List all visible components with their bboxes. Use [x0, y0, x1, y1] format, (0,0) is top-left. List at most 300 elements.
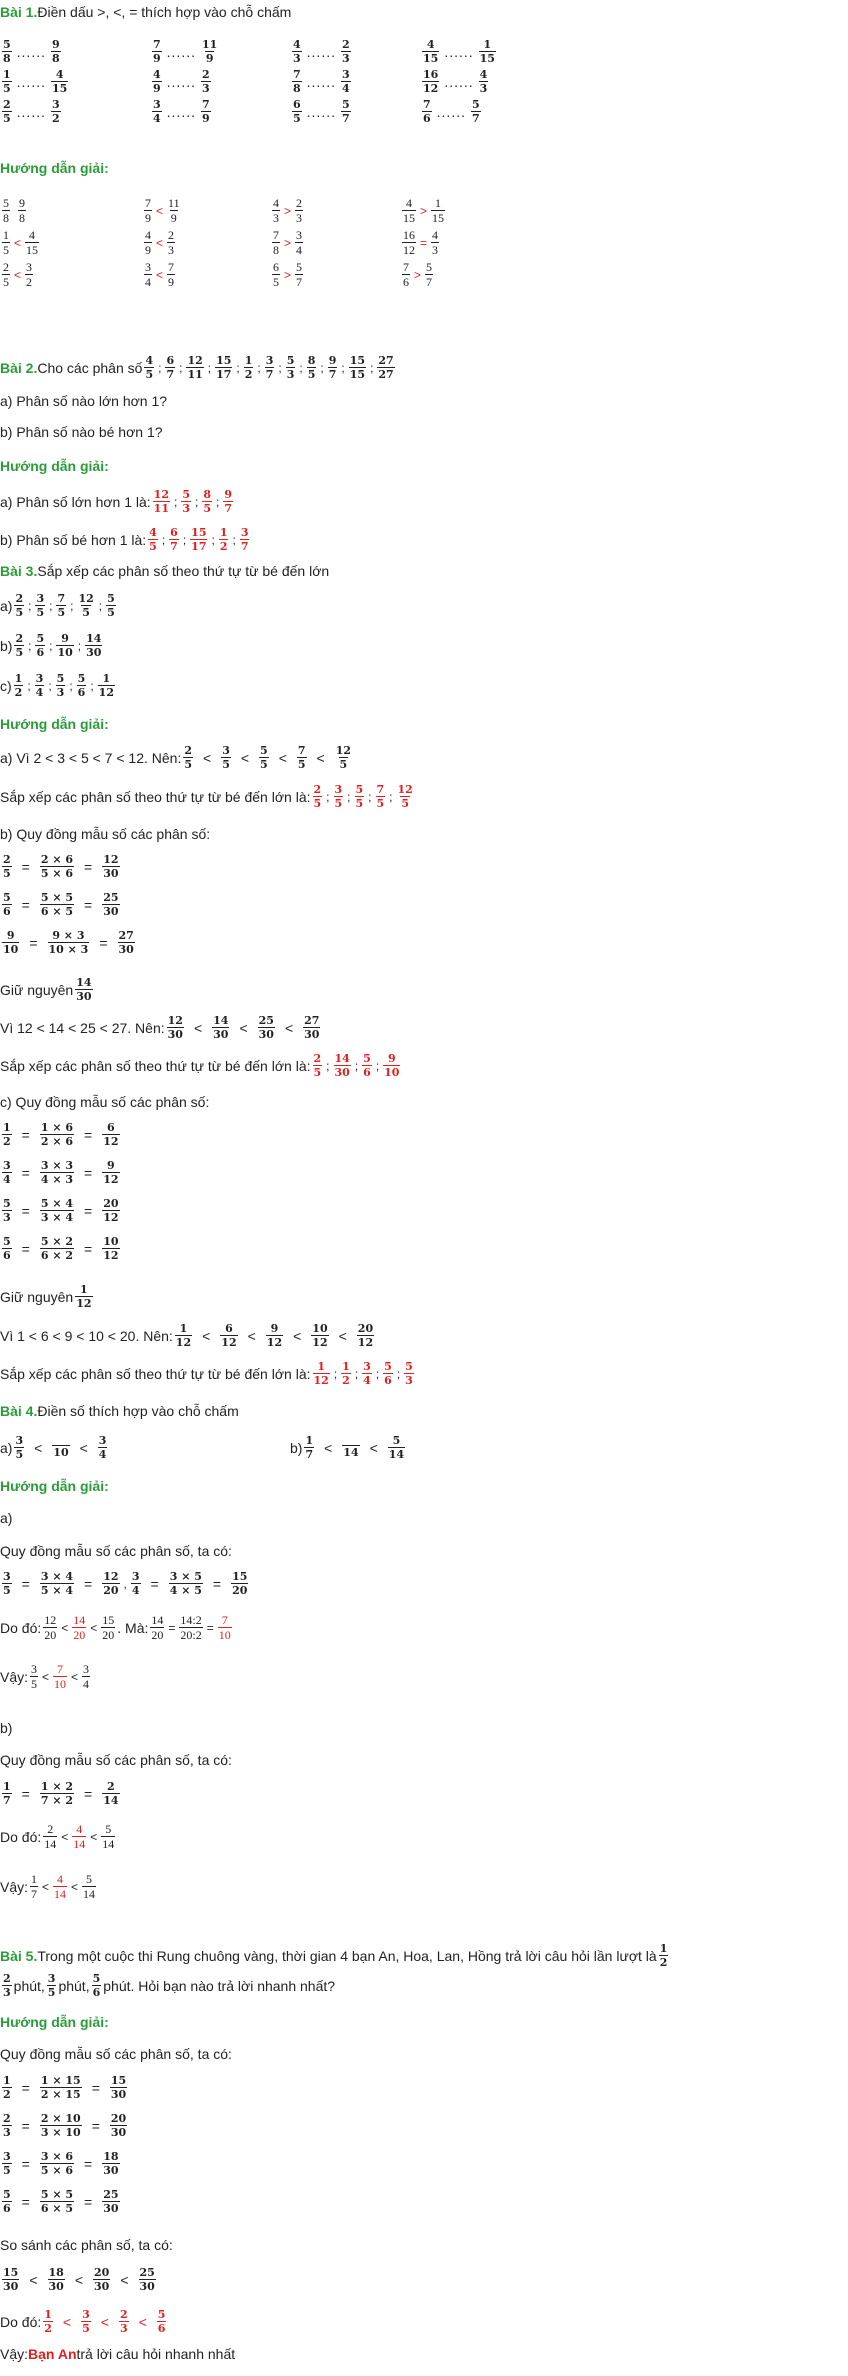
denominator: 14: [44, 1837, 57, 1851]
operator: =: [21, 858, 30, 875]
numerator: 7: [57, 1662, 64, 1676]
operator: <: [71, 1669, 79, 1684]
operator: <: [278, 749, 287, 766]
fraction: [190, 526, 207, 553]
conversion: [0, 1121, 122, 1148]
fraction: [2, 1159, 12, 1186]
denominator: 12: [403, 243, 415, 257]
numerator: 5: [157, 2308, 166, 2321]
fraction: [53, 1662, 67, 1691]
fraction: [265, 354, 275, 381]
denominator: 30: [118, 943, 134, 956]
text: Do đó:: [0, 1828, 42, 1845]
numerator: 8: [307, 354, 316, 367]
separator: ;: [27, 678, 31, 693]
numerator: 7: [273, 228, 279, 242]
denominator: 8: [293, 82, 301, 95]
fraction: [272, 196, 280, 225]
numerator: 9 × 3: [52, 929, 85, 942]
bai1-question: [290, 68, 353, 95]
denominator: 3: [3, 1211, 11, 1224]
bai3-qc: [0, 672, 117, 699]
fraction: [295, 260, 303, 289]
operator: <: [74, 2271, 83, 2288]
numerator: 1: [3, 68, 11, 81]
bai5-guide: [0, 2014, 109, 2030]
fraction: [422, 38, 439, 65]
separator: ;: [389, 789, 393, 804]
numerator: 5: [92, 1972, 101, 1985]
denominator: 7: [296, 275, 303, 289]
denominator: 4: [145, 275, 151, 289]
numerator: 3 × 3: [40, 1159, 74, 1172]
denominator: 9: [145, 243, 151, 257]
fraction: [258, 1014, 275, 1041]
fraction: [388, 1434, 405, 1461]
denominator: 10: [53, 1445, 69, 1459]
numerator: 1: [80, 1283, 88, 1296]
bai4-a-dodo: [0, 1613, 234, 1642]
fraction: [272, 228, 280, 257]
fraction: [231, 1570, 248, 1597]
denominator: 30: [3, 2280, 19, 2293]
fraction: [144, 196, 152, 225]
denominator: 5: [3, 867, 11, 880]
denominator: 5: [260, 758, 268, 771]
denominator: 17: [216, 368, 232, 381]
denominator: 7: [265, 368, 274, 381]
fraction: [362, 1052, 372, 1079]
denominator: 2: [14, 686, 23, 699]
numerator: 12: [335, 744, 352, 757]
bai1-question: [420, 98, 483, 125]
fraction: [341, 38, 351, 65]
fraction: [244, 354, 254, 381]
fraction: [72, 1613, 86, 1642]
numerator: 5: [286, 354, 295, 367]
denominator: 4 × 3: [40, 1173, 74, 1186]
separator: ;: [236, 360, 240, 375]
fraction: [2, 2188, 12, 2215]
denominator: 3: [342, 52, 350, 65]
separator: ;: [211, 532, 215, 547]
numerator: 3: [82, 2308, 90, 2321]
numerator: 5: [3, 38, 11, 51]
fraction: [422, 98, 432, 125]
denominator: 5: [145, 368, 154, 381]
comparison-sign: <: [156, 235, 164, 250]
fraction: [43, 2308, 53, 2335]
numerator: 15: [3, 2266, 19, 2279]
label: b): [0, 637, 13, 654]
denominator: 7 × 2: [40, 1794, 74, 1807]
bai4-b-dodo: [0, 1822, 117, 1851]
denominator: 7: [426, 275, 433, 289]
separator: ;: [49, 598, 53, 613]
numerator: 14: [86, 632, 102, 645]
denominator: 14: [388, 1448, 405, 1461]
numerator: 12: [103, 1570, 119, 1583]
denominator: 9: [170, 211, 177, 225]
fraction: [102, 1235, 119, 1262]
operator: =: [84, 1126, 93, 1143]
separator: ;: [49, 638, 53, 653]
denominator: 3: [432, 243, 439, 257]
conversion: [0, 891, 122, 918]
fraction: [102, 1570, 119, 1597]
fraction: [186, 354, 203, 381]
numerator: 9: [328, 354, 337, 367]
operator: =: [21, 1785, 30, 1802]
numerator: 7: [168, 260, 175, 274]
fraction: [102, 1197, 119, 1224]
fraction: [479, 38, 496, 65]
numerator: 4: [153, 68, 161, 81]
text: Vậy:: [0, 1878, 29, 1895]
fraction: [43, 1822, 57, 1851]
fraction: [304, 1434, 314, 1461]
numerator: 1: [3, 1780, 11, 1793]
denominator: 5: [15, 646, 24, 659]
denominator: 3: [479, 82, 488, 95]
denominator: 5 × 4: [40, 1584, 74, 1597]
fraction: [106, 592, 116, 619]
fraction: [51, 68, 68, 95]
numerator: 25: [258, 1014, 274, 1027]
denominator: 10: [54, 1677, 67, 1691]
numerator: 4: [479, 68, 488, 81]
denominator: 5: [82, 606, 90, 619]
text: . Mà:: [117, 1619, 149, 1636]
operator: <: [71, 1879, 79, 1894]
fraction: [35, 632, 45, 659]
text: So sánh các phân số, ta có:: [0, 2237, 173, 2253]
denominator: 5: [184, 758, 192, 771]
bai3-b-sorted: [0, 1052, 402, 1079]
denominator: 8: [273, 243, 279, 257]
numerator: 5: [426, 260, 433, 274]
denominator: 20: [151, 1628, 164, 1642]
denominator: 10: [57, 646, 73, 659]
numerator: 7: [145, 196, 151, 210]
fraction: [165, 354, 175, 381]
bai1-answer: [142, 228, 177, 257]
numerator: 3: [342, 68, 350, 81]
denominator: 5: [297, 758, 306, 771]
fraction: [48, 929, 90, 956]
denominator: 12: [357, 1336, 374, 1349]
denominator: 7: [170, 540, 178, 553]
denominator: 20: [73, 1628, 86, 1642]
denominator: 5: [334, 797, 343, 810]
numerator: 15: [216, 354, 232, 367]
conversion: [0, 2112, 129, 2139]
dots: ......: [436, 103, 466, 120]
numerator: 2: [107, 1780, 115, 1793]
separator: ;: [232, 532, 236, 547]
fraction: [167, 1014, 184, 1041]
fraction: [311, 1322, 328, 1349]
separator: ;: [347, 789, 351, 804]
denominator: 12: [423, 82, 439, 95]
operator: <: [240, 749, 250, 766]
numerator: 5: [86, 1872, 93, 1886]
numerator: 27: [304, 1014, 320, 1027]
denominator: 9: [202, 112, 210, 125]
fraction: [240, 526, 250, 553]
fraction: [119, 2308, 129, 2335]
numerator: 3: [3, 1570, 11, 1583]
comparison-sign: <: [156, 267, 164, 282]
fraction: [40, 1197, 74, 1224]
numerator: 12: [103, 853, 119, 866]
numerator: 6: [166, 354, 175, 367]
numerator: 3: [265, 354, 274, 367]
dots: ......: [16, 73, 46, 90]
text: Vậy:: [0, 2346, 29, 2362]
numerator: 4: [426, 38, 435, 51]
numerator: 1: [305, 1434, 314, 1447]
guide-title: Hướng dẫn giải:: [0, 1478, 109, 1494]
denominator: 5: [31, 1677, 38, 1691]
denominator: 30: [213, 1028, 229, 1041]
numerator: 3: [36, 592, 45, 605]
fraction: [51, 98, 61, 125]
denominator: 2: [44, 2322, 52, 2335]
fraction: [82, 1662, 90, 1691]
bai4-guide: [0, 1478, 109, 1494]
fraction: [40, 1121, 74, 1148]
separator: ;: [194, 494, 199, 509]
denominator: 15: [349, 368, 366, 381]
bai3-heading: [0, 563, 329, 579]
fraction: [25, 260, 33, 289]
fraction: [2, 1972, 12, 1999]
separator: ;: [368, 789, 372, 804]
fraction: [362, 1360, 372, 1387]
operator: =: [212, 1575, 222, 1592]
fraction: [342, 1437, 359, 1459]
bai4-b-conv: [0, 1780, 122, 1807]
denominator: 5: [47, 1986, 56, 1999]
numerator: 1 × 6: [40, 1121, 74, 1134]
denominator: 30: [76, 990, 92, 1003]
fraction: [2, 260, 10, 289]
bai3-c-sorted: [0, 1360, 416, 1387]
denominator: 10: [3, 943, 19, 956]
answer-b: b) Phân số bé hơn 1 là:: [0, 531, 147, 548]
numerator: 3: [35, 672, 44, 685]
conversion: [0, 2150, 122, 2177]
separator: ;: [354, 1366, 359, 1381]
numerator: 11: [168, 196, 180, 210]
bai4-qb: [290, 1434, 407, 1461]
fraction: [40, 2074, 82, 2101]
denominator: 6: [384, 1374, 392, 1387]
bai5-ss: [0, 2237, 173, 2253]
fraction: [2, 1235, 12, 1262]
bai1-answer: [142, 196, 183, 225]
denominator: 5: [3, 1584, 11, 1597]
numerator: 15: [232, 1570, 248, 1583]
denominator: 6: [3, 2202, 11, 2215]
numerator: 2: [47, 1822, 54, 1836]
fraction: [35, 672, 45, 699]
numerator: 4: [432, 228, 439, 242]
bai1-question: [420, 38, 498, 65]
fraction: [215, 354, 232, 381]
numerator: 6: [107, 1121, 115, 1134]
bai4-a-label: [0, 1510, 12, 1526]
numerator: 1: [317, 1360, 325, 1373]
numerator: 7: [221, 1613, 228, 1627]
bai1-answer: [400, 228, 441, 257]
denominator: 12: [103, 1211, 119, 1224]
numerator: 20: [110, 2112, 127, 2125]
numerator: 27: [378, 354, 394, 367]
numerator: 20: [94, 2266, 110, 2279]
operator: =: [21, 1126, 30, 1143]
numerator: 7: [153, 38, 161, 51]
denominator: 15: [432, 211, 445, 225]
denominator: 3: [405, 1374, 413, 1387]
numerator: 3: [222, 744, 230, 757]
denominator: 3 × 10: [40, 2126, 81, 2139]
denominator: 3: [56, 686, 65, 699]
text: Vậy:: [0, 1668, 29, 1685]
denominator: 15: [479, 52, 495, 65]
fraction: [81, 2308, 91, 2335]
bai3-a-chain: [0, 744, 354, 771]
fraction: [201, 38, 218, 65]
question-a: a) Phân số nào lớn hơn 1?: [0, 393, 168, 409]
numerator: 12: [397, 783, 413, 796]
numerator: 18: [48, 2266, 64, 2279]
fraction: [266, 1322, 283, 1349]
conversion: [0, 1235, 122, 1262]
fraction: [402, 228, 416, 257]
bai4-b-vay: [0, 1872, 98, 1901]
fraction: [152, 68, 162, 95]
denominator: 5: [3, 2164, 11, 2177]
fraction: [82, 1872, 96, 1901]
fraction: [313, 1360, 330, 1387]
numerator: 4: [293, 38, 301, 51]
numerator: [343, 1437, 359, 1445]
fraction: [297, 744, 307, 771]
numerator: 5 × 5: [40, 891, 74, 904]
comparison-sign: >: [284, 235, 292, 250]
denominator: 4: [98, 1448, 107, 1461]
operator: <: [369, 1439, 378, 1456]
operator: =: [84, 896, 93, 913]
numerator: 10: [312, 1322, 328, 1335]
bai1-question: [150, 38, 220, 65]
denominator: 15: [26, 243, 39, 257]
denominator: 5: [355, 797, 364, 810]
bai1-question: [0, 98, 63, 125]
denominator: 4 × 5: [169, 1584, 202, 1597]
exercise-title: Điền số thích hợp vào chỗ chấm: [37, 1403, 239, 1419]
bai1-question: [0, 38, 63, 65]
fraction: [425, 260, 433, 289]
fraction: [201, 98, 211, 125]
text: c) Quy đồng mẫu số các phân số:: [0, 1094, 210, 1110]
comparison-sign: <: [14, 267, 22, 282]
numerator: 5: [105, 1822, 112, 1836]
operator: <: [293, 1327, 302, 1344]
denominator: 4: [83, 1677, 90, 1691]
bai3-c-chain: [0, 1322, 376, 1349]
separator: ,: [123, 1576, 127, 1591]
operator: =: [21, 1202, 30, 1219]
text: Vì 1 < 6 < 9 < 10 < 20. Nên:: [0, 1327, 173, 1344]
bai1-question: [0, 68, 70, 95]
denominator: 14: [103, 1794, 119, 1807]
denominator: 12: [221, 1336, 237, 1349]
numerator: 2: [15, 632, 24, 645]
operator: =: [84, 1575, 93, 1592]
numerator: 27: [118, 929, 134, 942]
operator: <: [120, 2271, 129, 2288]
fraction: [307, 354, 317, 381]
answer-name: Bạn An: [28, 2346, 77, 2362]
denominator: 2: [52, 112, 60, 125]
numerator: 4: [406, 196, 412, 210]
numerator: 5: [260, 744, 268, 757]
denominator: 6 × 2: [40, 1249, 74, 1262]
denominator: 3 × 4: [40, 1211, 74, 1224]
denominator: 8: [19, 211, 25, 225]
numerator: 1: [3, 2074, 11, 2087]
denominator: 2: [659, 1956, 668, 1969]
fraction: [101, 1613, 115, 1642]
bai3-qa: [0, 592, 118, 619]
fraction: [181, 488, 191, 515]
denominator: 6: [92, 1986, 101, 1999]
exercise-title: Sắp xếp các phân số theo thứ tự từ bé đến lớn: [37, 563, 330, 579]
label: a): [0, 597, 13, 614]
denominator: 3: [168, 243, 175, 257]
fraction: [144, 228, 152, 257]
fraction: [259, 744, 269, 771]
numerator: 14: [213, 1014, 229, 1027]
numerator: 15: [191, 526, 207, 539]
separator: ;: [354, 1058, 359, 1073]
bai5-chain: [0, 2266, 158, 2293]
numerator: 9: [270, 1322, 279, 1335]
fraction: [2, 68, 12, 95]
numerator: 4: [149, 526, 157, 539]
numerator: 25: [103, 891, 119, 904]
numerator: 14: [334, 1052, 350, 1065]
fraction: [40, 2112, 82, 2139]
numerator: 5: [3, 2188, 11, 2201]
fraction: [2, 196, 10, 225]
denominator: 5: [376, 797, 385, 810]
exercise-number: Bài 4.: [0, 1403, 38, 1419]
text: phút,: [13, 1977, 45, 1994]
operator: =: [84, 1202, 93, 1219]
text: Quy đồng mẫu số các phân số, ta có:: [0, 1752, 232, 1768]
bai4-qa: [0, 1434, 109, 1461]
fraction: [98, 672, 115, 699]
bai1-question: [290, 38, 353, 65]
numerator: 12: [44, 1613, 57, 1627]
fraction: [51, 38, 61, 65]
text: trả lời câu hỏi nhanh nhất: [76, 2346, 236, 2362]
fraction: [431, 228, 439, 257]
